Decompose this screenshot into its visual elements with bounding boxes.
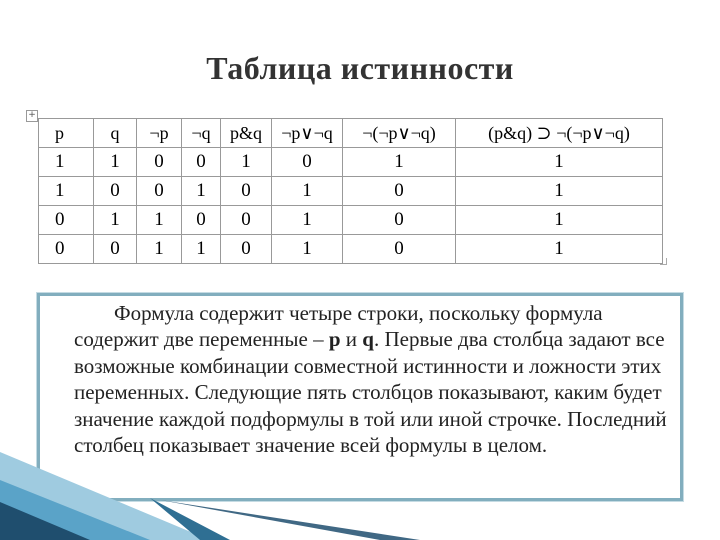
header-cell: ¬q xyxy=(182,119,221,148)
table-cell: 0 xyxy=(39,235,94,264)
table-cell: 0 xyxy=(94,235,137,264)
table-cell: 0 xyxy=(221,177,272,206)
table-cell: 0 xyxy=(137,148,182,177)
table-cell: 1 xyxy=(343,148,456,177)
variable-p: p xyxy=(328,327,341,352)
truth-table xyxy=(38,118,663,264)
body-paragraph: Формула содержит четыре строки, поскольку формула содержит две переменные – p и q. Первые два столбца задают все возможные комбинации совместной истинности и ложности этих переменных. Следующие пять столбцов показывают, каким будет значение каждой подформулы в той или иной строчке. Последний столбец показывает значение всей формулы в целом. xyxy=(74,301,667,458)
header-cell: q xyxy=(94,119,137,148)
table-cell: 1 xyxy=(137,235,182,264)
table-cell: 1 xyxy=(456,235,663,264)
table-cell: 1 xyxy=(272,206,343,235)
slide-title: Таблица истинности xyxy=(206,50,514,86)
table-resize-handle-icon[interactable] xyxy=(660,258,667,265)
table-cell: 1 xyxy=(456,148,663,177)
table-cell: 0 xyxy=(94,177,137,206)
table-cell: 1 xyxy=(39,148,94,177)
slide-decoration xyxy=(0,440,720,540)
table-cell: 0 xyxy=(182,148,221,177)
table-cell: 1 xyxy=(94,206,137,235)
variable-q: q xyxy=(362,327,374,352)
table-row xyxy=(39,177,663,206)
table-cell: 1 xyxy=(137,206,182,235)
table-cell: 1 xyxy=(182,235,221,264)
header-cell: ¬p∨¬q xyxy=(272,119,343,148)
table-move-handle-icon[interactable]: + xyxy=(26,110,38,122)
table-cell: 1 xyxy=(221,148,272,177)
table-cell: 0 xyxy=(272,148,343,177)
header-cell: p&q xyxy=(221,119,272,148)
table-cell: 0 xyxy=(137,177,182,206)
table-cell: 1 xyxy=(272,177,343,206)
table-cell: 0 xyxy=(221,235,272,264)
header-cell: ¬p xyxy=(137,119,182,148)
table-cell: 0 xyxy=(343,235,456,264)
header-cell: ¬(¬p∨¬q) xyxy=(343,119,456,148)
table-cell: 1 xyxy=(456,206,663,235)
table-cell: 0 xyxy=(182,206,221,235)
table-cell: 1 xyxy=(94,148,137,177)
table-cell: 1 xyxy=(39,177,94,206)
table-cell: 1 xyxy=(272,235,343,264)
table-cell: 1 xyxy=(182,177,221,206)
table-row xyxy=(39,206,663,235)
table-cell: 0 xyxy=(343,206,456,235)
table-cell: 0 xyxy=(39,206,94,235)
header-cell: p xyxy=(39,119,94,148)
table-cell: 0 xyxy=(221,206,272,235)
header-cell: (p&q) ⊃ ¬(¬p∨¬q) xyxy=(456,119,663,148)
table-cell: 1 xyxy=(456,177,663,206)
table-cell: 0 xyxy=(343,177,456,206)
table-row xyxy=(39,235,663,264)
table-row xyxy=(39,148,663,177)
table-header-row xyxy=(39,119,663,148)
